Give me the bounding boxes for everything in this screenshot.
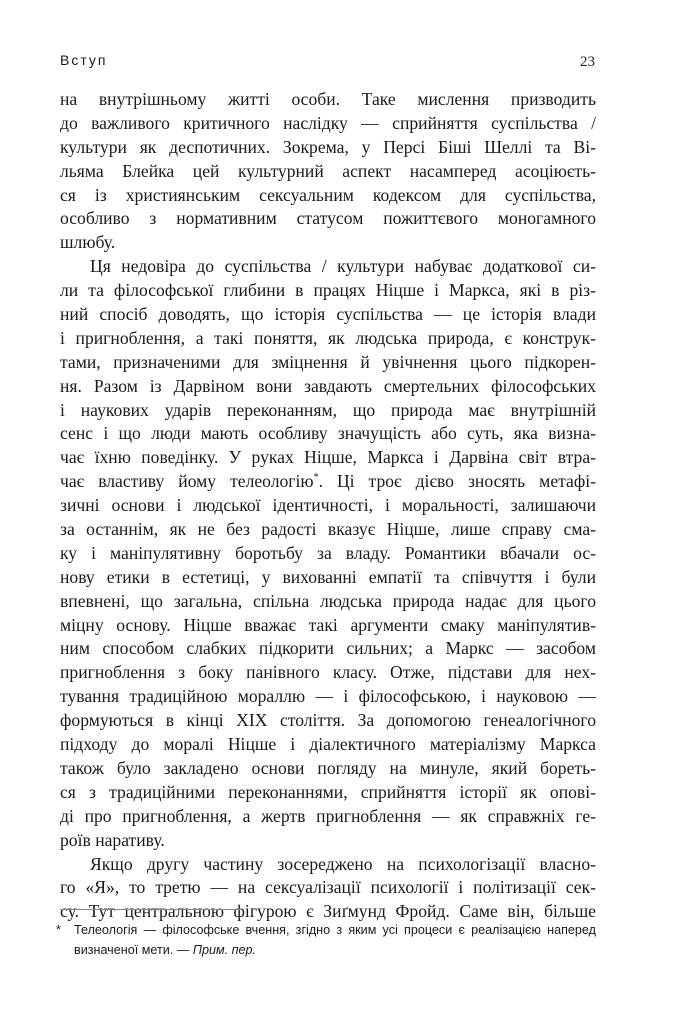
text-line: культури як деспотичних. Зокрема, у Персі Біші Шеллі та Ві- bbox=[60, 136, 596, 157]
text-line: тування традиційною мораллю — і філософською, і науковою — bbox=[60, 686, 596, 707]
translator-note: Прим. пер. bbox=[192, 943, 257, 957]
footnote-text: визначеної мети. — bbox=[74, 943, 193, 957]
text-line: до важливого критичного наслідку — сприйняття суспільства / bbox=[60, 112, 596, 133]
footnote-mark: * bbox=[56, 923, 61, 937]
text-line: впевнені, що загальна, спільна людська природа надає для цього bbox=[60, 590, 596, 611]
text-line: ку і маніпулятивну боротьбу за владу. Романтики вбачали ос- bbox=[60, 542, 596, 563]
page-number: 23 bbox=[580, 54, 595, 70]
text-line: ний спосіб доводять, що історія суспільства — це історія влади bbox=[60, 304, 596, 325]
text-line: ся із християнським сексуальним кодексом для суспільства, bbox=[60, 184, 596, 205]
text-line: міцну основу. Ніцше вважає такі аргументи смаку маніпулятив- bbox=[60, 614, 596, 635]
footnote bbox=[56, 920, 596, 960]
text-line: чає їхню поведінку. У руках Ніцше, Маркса і Дарвіна світ втра- bbox=[60, 447, 596, 468]
text-line: чає властиву йому телеологію*. Ці троє дієво зносять метафі- bbox=[60, 471, 596, 492]
text-line: ли та філософської глибини в працях Ніцше і Маркса, які в різ- bbox=[60, 280, 596, 301]
text-line: підходу до моралі Ніцше і діалектичного матеріалізму Маркса bbox=[60, 734, 596, 755]
text-line: також було закладено основи погляду на минуле, який бореть- bbox=[60, 757, 596, 778]
footnote-line: Телеологія — філософське вчення, згідно з яким усі процеси є реалізацією наперед bbox=[74, 923, 596, 937]
text-segment: чає властиву йому телеологію bbox=[60, 471, 314, 492]
text-line: особливо з нормативним статусом пожиттєвого моногамного bbox=[60, 208, 596, 229]
text-line: го «Я», то третю — на сексуалізації психології і політизації сек- bbox=[60, 877, 596, 898]
body-text bbox=[60, 88, 596, 924]
text-line: формуються в кінці XIX століття. За допомогою генеалогічного bbox=[60, 710, 596, 731]
text-line: на внутрішньому житті особи. Таке мислення призводить bbox=[60, 89, 596, 109]
running-header-section: Вступ bbox=[60, 52, 108, 68]
footnote-divider bbox=[60, 909, 242, 910]
text-line: роїв наративу. bbox=[60, 829, 165, 850]
text-line: і пригноблення, а такі поняття, як людська природа, є конструк- bbox=[60, 327, 596, 348]
text-line: Якщо другу частину зосереджено на психологізації власно- bbox=[90, 853, 596, 874]
text-line: зичні основи і людської ідентичності, і моральності, залишаючи bbox=[60, 495, 596, 516]
text-line: льяма Блейка цей культурний аспект насамперед асоціюєть- bbox=[60, 160, 596, 181]
text-line: су. Тут центральною фігурою є Зиґмунд Фройд. Саме він, більше bbox=[60, 901, 596, 922]
text-line: ді про пригноблення, а жертв пригноблення — як справжніх ге- bbox=[60, 805, 596, 826]
footnote-line bbox=[60, 940, 596, 960]
footnote-reference: * bbox=[313, 472, 319, 484]
text-line: шлюбу. bbox=[60, 232, 116, 253]
text-line: ним способом слабких підкорити сильних; а Маркс — засобом bbox=[60, 638, 596, 659]
text-line: за останнім, як не без радості вказує Ніцше, лише справу сма- bbox=[60, 519, 596, 540]
text-line: ня. Разом із Дарвіном вони завдають смертельних філософських bbox=[60, 375, 596, 396]
text-line: тами, призначеними для зміцнення й увічнення цього підкорен- bbox=[60, 351, 596, 372]
text-segment: Ці троє дієво зносять метафі- bbox=[336, 471, 596, 492]
text-line: Ця недовіра до суспільства / культури набуває додаткової си- bbox=[90, 256, 596, 277]
text-line: і наукових ударів переконанням, що природа має внутрішній bbox=[60, 399, 596, 420]
text-line: сенс і що люди мають особливу значущість або суть, яка визна- bbox=[60, 423, 596, 444]
text-line: пригноблення з боку панівного класу. Отже, підстави для нех- bbox=[60, 662, 596, 683]
text-line: ся з традиційними переконаннями, сприйняття історії як опові- bbox=[60, 781, 596, 802]
text-line: нову етики в естетиці, у вихованні емпатії та співчуття і були bbox=[60, 566, 596, 587]
